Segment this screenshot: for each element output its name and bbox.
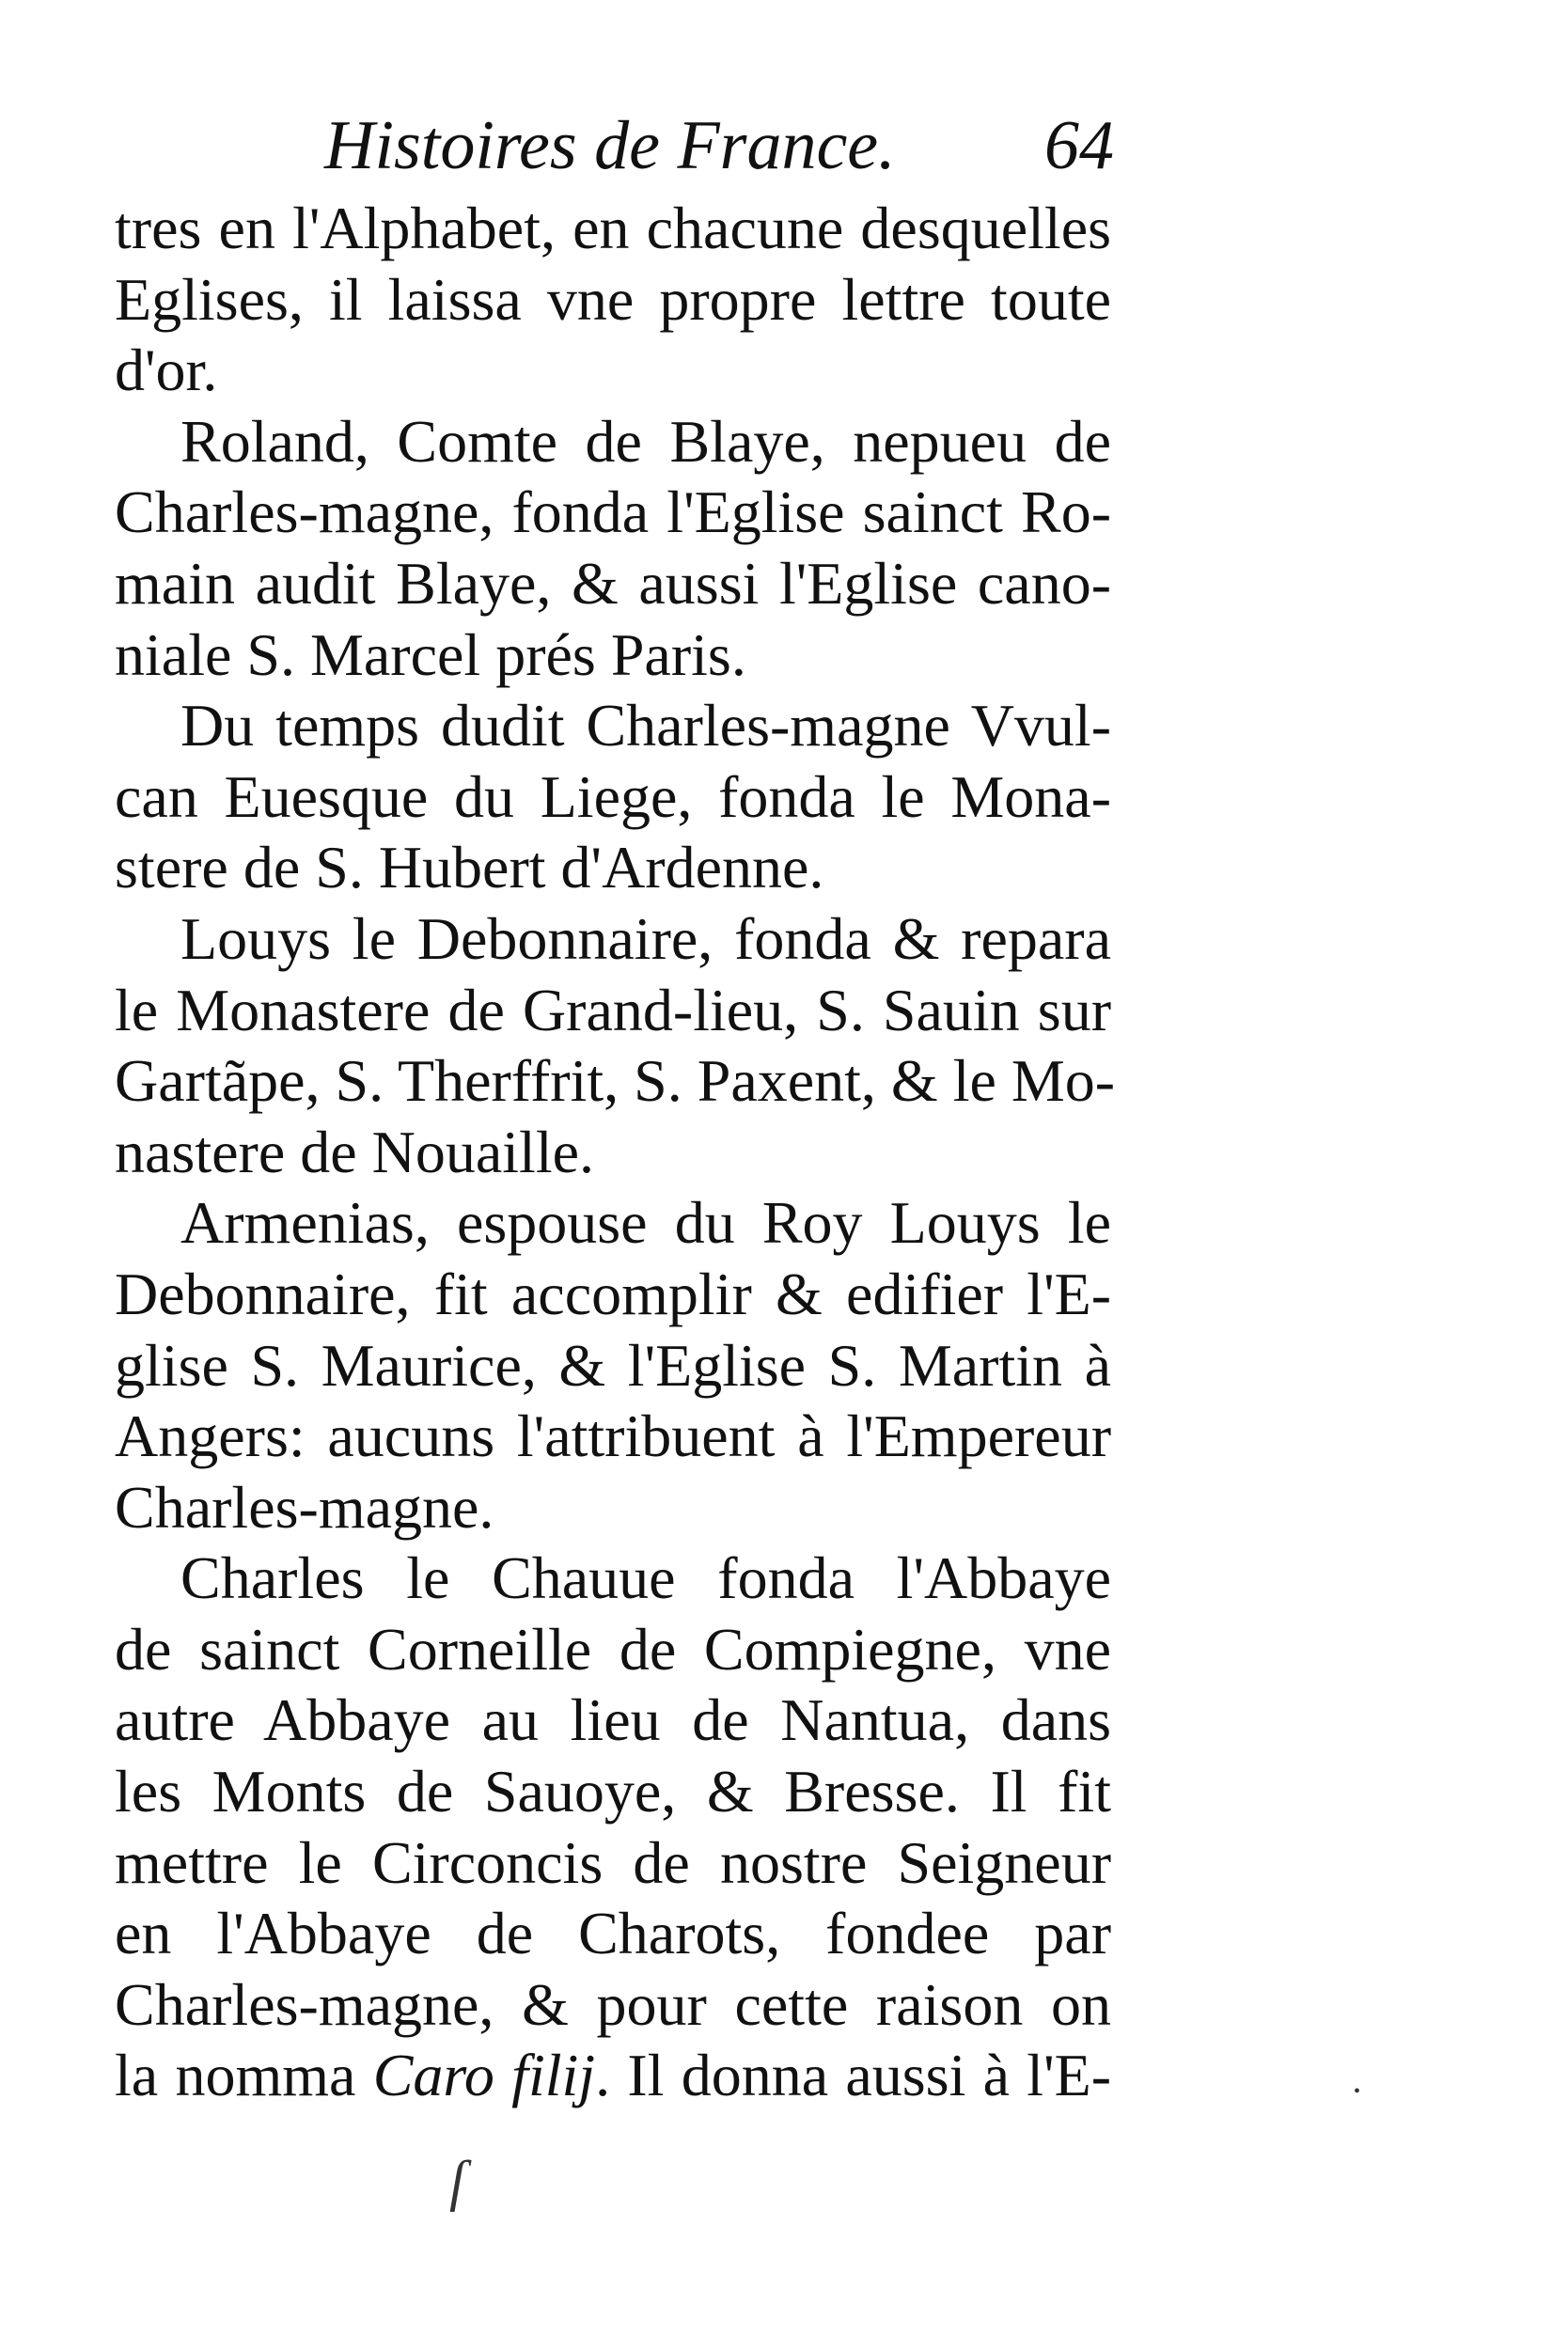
text-line: Angers: aucuns l'attribuent à l'Empereur: [115, 1402, 1111, 1470]
running-title: Histoires de France.: [324, 107, 896, 184]
text-line: Charles-magne.: [115, 1473, 494, 1541]
text-fragment: . Il donna aussi à l'E-: [595, 2042, 1112, 2109]
text-line: Louys le Debonnaire, fonda & repara: [180, 904, 1111, 972]
text-line: Debonnaire, fit accomplir & edifier l'E-: [115, 1260, 1111, 1327]
body-text: [115, 193, 1116, 2111]
text-line: stere de S. Hubert d'Ardenne.: [115, 834, 824, 901]
text-line: Armenias, espouse du Roy Louys le: [180, 1189, 1111, 1257]
ink-dot: •: [1354, 2081, 1361, 2102]
text-line: le Monastere de Grand-lieu, S. Sauin sur: [115, 976, 1111, 1043]
text-line: Gartãpe, S. Therffrit, S. Paxent, & le Mo-: [115, 1047, 1116, 1115]
text-line: Charles-magne, fonda l'Eglise sainct Ro-: [115, 478, 1111, 546]
italic-phrase: Caro filij: [372, 2042, 596, 2109]
text-line: main audit Blaye, & aussi l'Eglise cano-: [115, 549, 1111, 617]
text-line: en l'Abbaye de Charots, fondee par: [115, 1900, 1111, 1967]
page-number: 64: [1044, 107, 1114, 184]
text-line: nastere de Nouaille.: [115, 1118, 594, 1185]
page-header: [324, 99, 1114, 193]
text-line: Du temps dudit Charles-magne Vvul-: [180, 692, 1111, 760]
text-line: niale S. Marcel prés Paris.: [115, 620, 746, 688]
text-line: Charles-magne, & pour cette raison on: [115, 1970, 1111, 2038]
text-line: mettre le Circoncis de nostre Seigneur: [115, 1828, 1111, 1896]
text-line: Roland, Comte de Blaye, nepueu de: [180, 407, 1111, 475]
text-line: tres en l'Alphabet, en chacune desquelles: [115, 195, 1111, 261]
text-line: autre Abbaye au lieu de Nantua, dans: [115, 1686, 1111, 1754]
text-fragment: la nomma: [115, 2042, 356, 2109]
text-line: Eglises, il laissa vne propre lettre toute: [115, 265, 1111, 333]
text-line-last: [115, 2040, 1111, 2111]
text-line: d'or.: [115, 337, 218, 404]
text-line: can Euesque du Liege, fonda le Mona-: [115, 762, 1111, 830]
text-line: de sainct Corneille de Compiegne, vne: [115, 1615, 1111, 1683]
text-line: les Monts de Sauoye, & Bresse. Il fit: [115, 1758, 1111, 1825]
text-line: glise S. Maurice, & l'Eglise S. Martin à: [115, 1331, 1111, 1399]
text-line: Charles le Chauue fonda l'Abbaye: [180, 1544, 1111, 1612]
ink-mark: ſ: [449, 2150, 465, 2212]
